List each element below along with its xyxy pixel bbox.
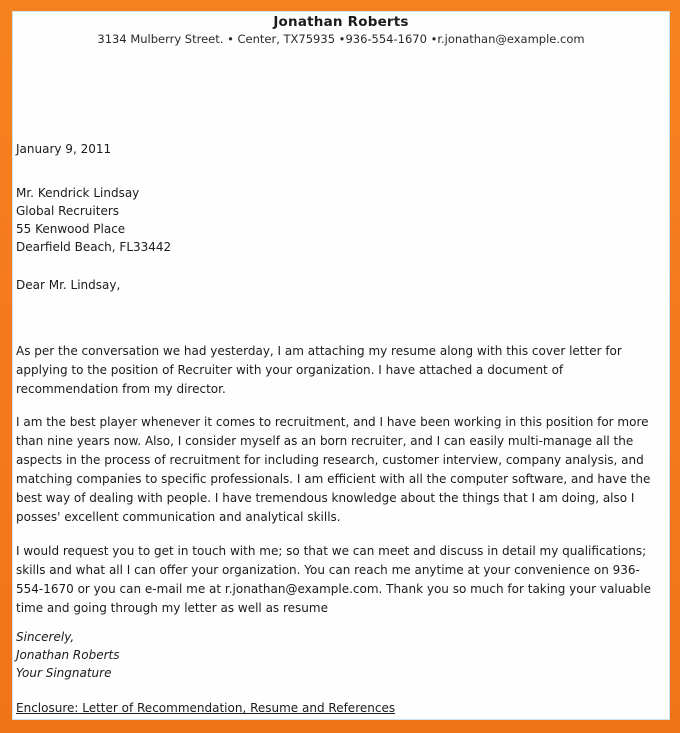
closing-signature: Your Singnature bbox=[16, 666, 112, 680]
recipient-company: Global Recruiters bbox=[16, 204, 120, 218]
sender-name: Jonathan Roberts bbox=[273, 14, 409, 30]
recipient-city: Dearfield Beach, FL33442 bbox=[16, 240, 172, 254]
closing-name: Jonathan Roberts bbox=[16, 648, 120, 662]
body-paragraph-2: I am the best player whenever it comes to recruitment, and I have been working in this position for more than nine years now. Also, I consider myself as an born recruiter, and I can easily multi-manage all the aspects in the process of recruitment for including research, customer interview, company analysis, and matching companies to specific professionals. I am efficient with all the computer software, and have the best way of dealing with people. I have tremendous knowledge about the things that I am doing, also I posses' excellent communication and analytical skills. bbox=[16, 415, 651, 524]
sender-contact-line: 3134 Mulberry Street. • Center, TX75935 •936-554-1670 •r.jonathan@example.com bbox=[97, 32, 585, 46]
recipient-address-block bbox=[16, 184, 664, 256]
body-paragraph-1: As per the conversation we had yesterday, I am attaching my resume along with this cover letter for applying to the position of Recruiter with your organization. I have attached a document of recommendation from my director. bbox=[16, 344, 622, 396]
closing-block bbox=[16, 628, 664, 682]
recipient-name: Mr. Kendrick Lindsay bbox=[16, 186, 140, 200]
letter-page bbox=[12, 11, 670, 720]
enclosure-text: Enclosure: Letter of Recommendation, Resume and References bbox=[16, 701, 396, 715]
enclosure-line bbox=[16, 699, 664, 718]
recipient-street: 55 Kenwood Place bbox=[16, 222, 126, 236]
salutation: Dear Mr. Lindsay, bbox=[16, 278, 121, 292]
closing-sincerely: Sincerely, bbox=[16, 630, 75, 644]
letter-date: January 9, 2011 bbox=[16, 142, 112, 156]
body-paragraph-3: I would request you to get in touch with me; so that we can meet and discuss in detail my qualifications; skills and what all I can offer your organization. You can reach me anytime at your convenience on 936-554-1670 or you can e-mail me at r.jonathan@example.com. Thank you so much for taking your valuable time and going through my letter as well as resume bbox=[16, 544, 651, 615]
